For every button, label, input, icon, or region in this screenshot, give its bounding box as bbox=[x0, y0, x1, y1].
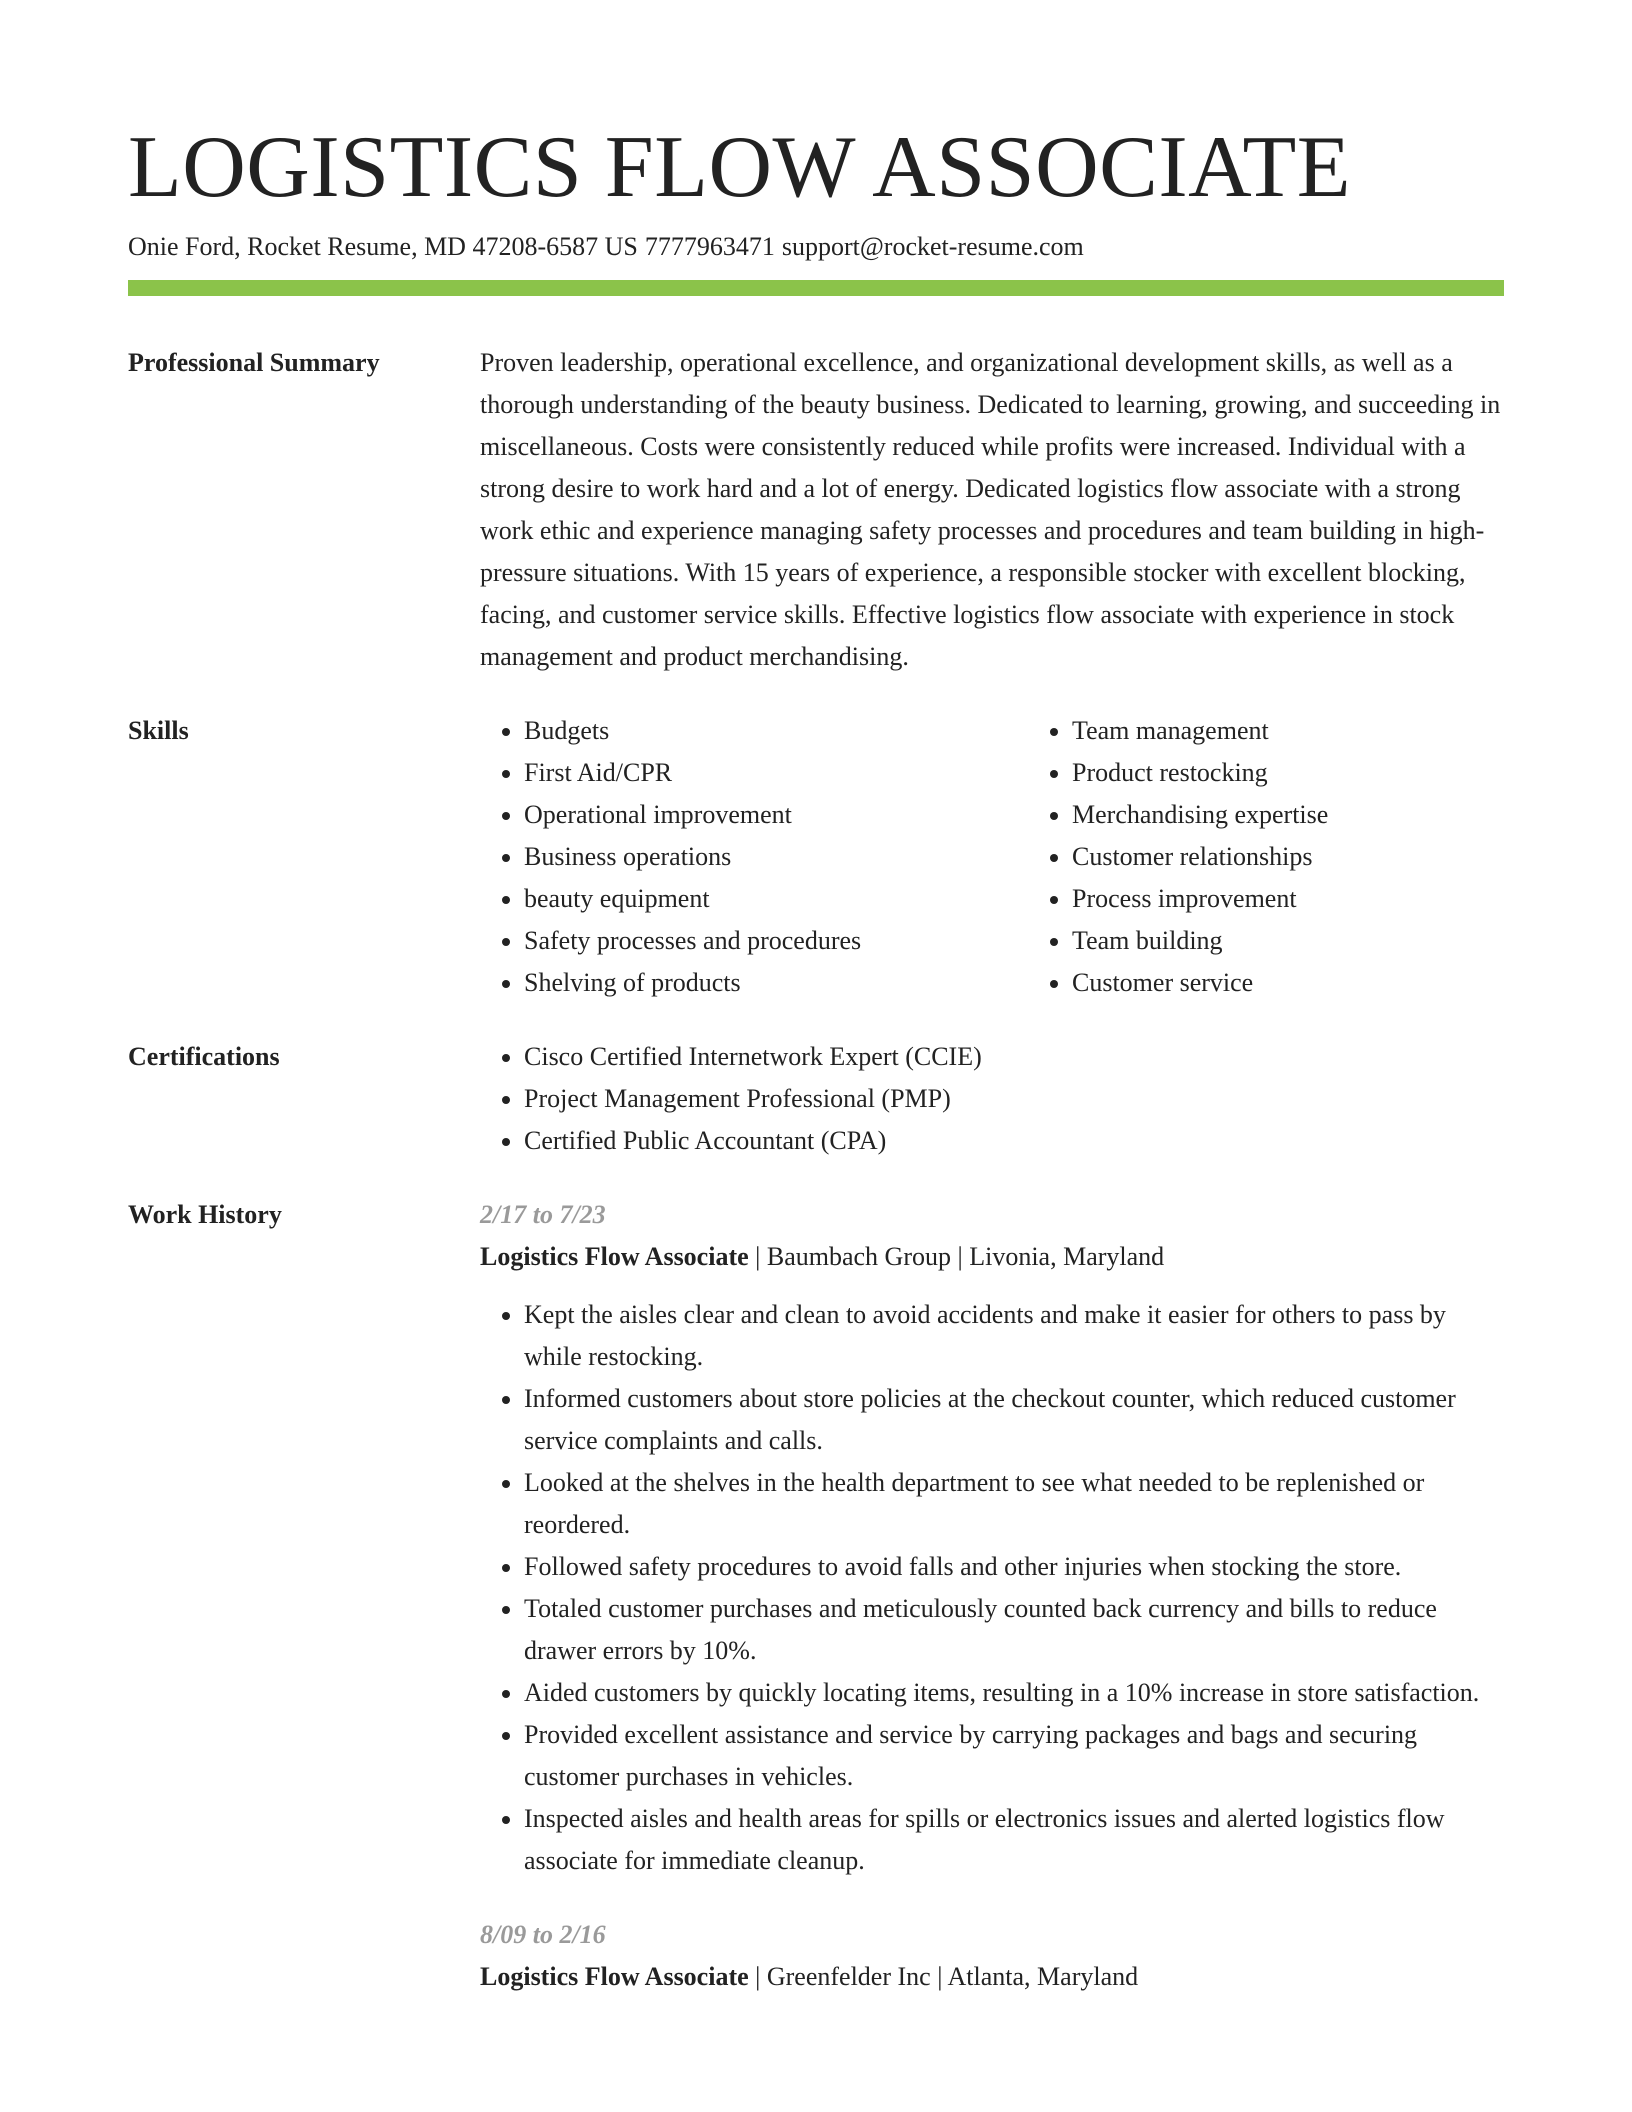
skills-list-left bbox=[480, 710, 1028, 1004]
skill-item: • Shelving of products bbox=[524, 962, 1028, 1004]
section-title-skills: Skills bbox=[128, 716, 189, 745]
contact-phone: 7777963471 bbox=[644, 232, 775, 261]
contact-email: support@rocket-resume.com bbox=[781, 232, 1084, 261]
section-title-summary: Professional Summary bbox=[128, 348, 380, 377]
skill-item: • Safety processes and procedures bbox=[524, 920, 1028, 962]
job-dates: 2/17 to 7/23 bbox=[480, 1200, 606, 1229]
job-bullet: • Kept the aisles clear and clean to avoid accidents and make it easier for others to pass by while restocking. bbox=[524, 1294, 1504, 1378]
skill-item: • Process improvement bbox=[1072, 878, 1576, 920]
certification-item: • Project Management Professional (PMP) bbox=[524, 1078, 1504, 1120]
skill-item: • Customer service bbox=[1072, 962, 1576, 1004]
job-dates: 8/09 to 2/16 bbox=[480, 1920, 606, 1949]
job-bullet: • Aided customers by quickly locating items, resulting in a 10% increase in store satisfaction. bbox=[524, 1672, 1504, 1714]
skill-item: • Team management bbox=[1072, 710, 1576, 752]
certifications-body bbox=[480, 1036, 1504, 1162]
job-entry bbox=[480, 1914, 1504, 1998]
skill-item: • beauty equipment bbox=[524, 878, 1028, 920]
section-title-work-history: Work History bbox=[128, 1200, 282, 1229]
job-bullet-list bbox=[480, 1294, 1504, 1882]
job-location: Atlanta, Maryland bbox=[947, 1962, 1139, 1991]
job-bullet: • Inspected aisles and health areas for spills or electronics issues and alerted logistics flow associate for immediate cleanup. bbox=[524, 1798, 1504, 1882]
skills-section bbox=[128, 710, 1504, 1004]
certification-item: • Cisco Certified Internetwork Expert (CCIE) bbox=[524, 1036, 1504, 1078]
contact-line bbox=[128, 230, 1504, 264]
certification-item: • Certified Public Accountant (CPA) bbox=[524, 1120, 1504, 1162]
job-bullet: • Looked at the shelves in the health department to see what needed to be replenished or reordered. bbox=[524, 1462, 1504, 1546]
job-bullet: • Provided excellent assistance and service by carrying packages and bags and securing customer purchases in vehicles. bbox=[524, 1714, 1504, 1798]
job-bullet: • Totaled customer purchases and meticulously counted back currency and bills to reduce drawer errors by 10%. bbox=[524, 1588, 1504, 1672]
job-company: Baumbach Group bbox=[766, 1242, 951, 1271]
job-bullet: • Informed customers about store policies at the checkout counter, which reduced customer service complaints and calls. bbox=[524, 1378, 1504, 1462]
section-title-certifications: Certifications bbox=[128, 1042, 280, 1071]
job-location: Livonia, Maryland bbox=[969, 1242, 1165, 1271]
job-title: Logistics Flow Associate bbox=[480, 1962, 749, 1991]
job-separator: | bbox=[755, 1242, 761, 1271]
certifications-list bbox=[480, 1036, 1504, 1162]
job-entry bbox=[480, 1194, 1504, 1882]
skill-item: • Operational improvement bbox=[524, 794, 1028, 836]
contact-address: Onie Ford, Rocket Resume, MD 47208-6587 US bbox=[128, 232, 638, 261]
skill-item: • Budgets bbox=[524, 710, 1028, 752]
accent-divider bbox=[128, 280, 1504, 296]
job-heading bbox=[480, 1236, 1504, 1278]
job-separator: | bbox=[937, 1962, 943, 1991]
skill-item: • Team building bbox=[1072, 920, 1576, 962]
summary-body bbox=[480, 342, 1504, 678]
job-title: Logistics Flow Associate bbox=[480, 1242, 749, 1271]
job-bullet: • Followed safety procedures to avoid falls and other injuries when stocking the store. bbox=[524, 1546, 1504, 1588]
summary-text: Proven leadership, operational excellence, and organizational development skills, as well as a thorough understanding of the beauty business. Dedicated to learning, growing, and succeeding in miscellaneous. Costs were consistently reduced while profits were increased. Individual with a strong desire to work hard and a lot of energy. Dedicated logistics flow associate with a strong work ethic and experience managing safety processes and procedures and team building in high-pressure situations. With 15 years of experience, a responsible stocker with excellent blocking, facing, and customer service skills. Effective logistics flow associate with experience in stock management and product merchandising. bbox=[480, 348, 1501, 671]
work-history-body bbox=[480, 1194, 1504, 1998]
certifications-section bbox=[128, 1036, 1504, 1162]
skills-list-right bbox=[1028, 710, 1576, 1004]
skills-grid bbox=[480, 710, 1576, 1004]
skill-item: • Merchandising expertise bbox=[1072, 794, 1576, 836]
skill-item: • First Aid/CPR bbox=[524, 752, 1028, 794]
skill-item: • Product restocking bbox=[1072, 752, 1576, 794]
skill-item: • Business operations bbox=[524, 836, 1028, 878]
skill-item: • Customer relationships bbox=[1072, 836, 1576, 878]
resume-page bbox=[128, 118, 1504, 1998]
summary-section bbox=[128, 342, 1504, 678]
job-heading bbox=[480, 1956, 1504, 1998]
work-history-section bbox=[128, 1194, 1504, 1998]
resume-name-heading: LOGISTICS FLOW ASSOCIATE bbox=[128, 119, 1351, 216]
job-separator: | bbox=[957, 1242, 963, 1271]
job-company: Greenfelder Inc bbox=[766, 1962, 931, 1991]
job-separator: | bbox=[755, 1962, 761, 1991]
